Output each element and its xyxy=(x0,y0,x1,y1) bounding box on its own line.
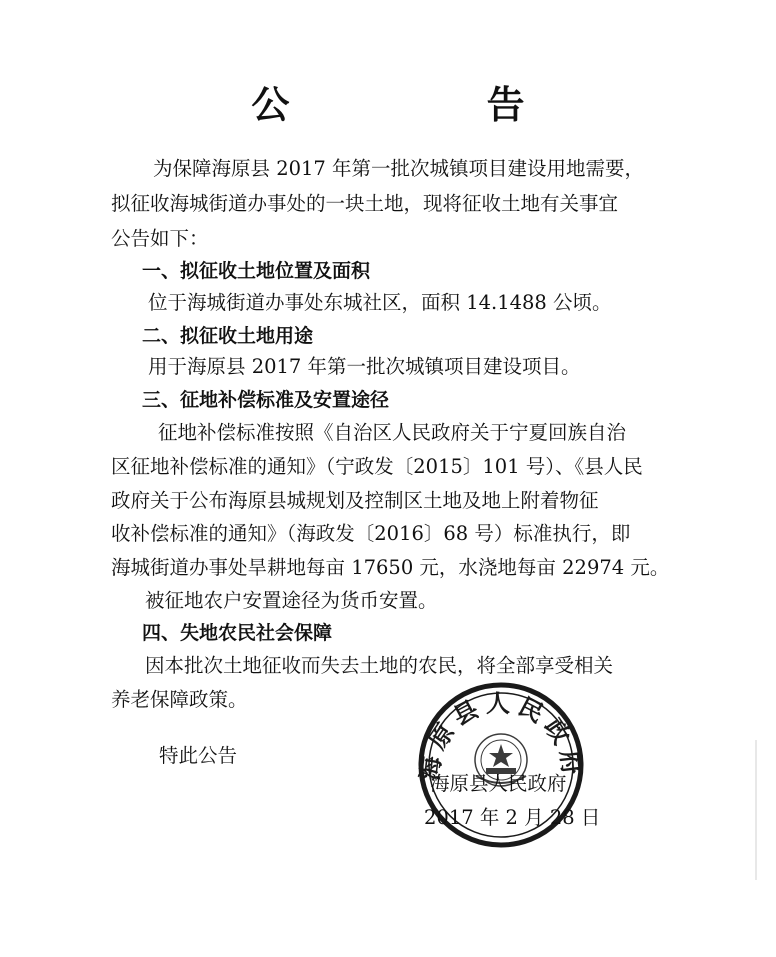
section-text: 收补偿标准的通知》（海政发〔2016〕68 号）标准执行，即 xyxy=(111,522,631,545)
page-title: 公 告 xyxy=(251,83,617,127)
issue-date: 2017 年 2 月 28 日 xyxy=(424,806,601,829)
scan-edge-line xyxy=(752,0,760,957)
section-text: 位于海城街道办事处东城社区，面积 14.1488 公顷。 xyxy=(148,291,612,314)
seal-arc-text: 海原县人民政府 xyxy=(416,689,586,783)
section-text: 因本批次土地征收而失去土地的农民，将全部享受相关 xyxy=(145,654,614,677)
section-text: 海城街道办事处旱耕地每亩 17650 元，水浇地每亩 22974 元。 xyxy=(111,556,670,579)
section-heading: 四、失地农民社会保障 xyxy=(142,622,333,644)
section-text: 被征地农户安置途径为货币安置。 xyxy=(145,589,438,612)
section-heading: 三、征地补偿标准及安置途径 xyxy=(142,389,390,411)
section-text: 政府关于公布海原县城规划及控制区土地及地上附着物征 xyxy=(111,489,599,512)
issuer-name: 海原县人民政府 xyxy=(430,772,567,795)
section-heading: 一、拟征收土地位置及面积 xyxy=(142,260,371,282)
section-text: 用于海原县 2017 年第一批次城镇项目建设项目。 xyxy=(148,355,581,378)
intro-line: 公告如下： xyxy=(111,227,209,250)
section-heading: 二、拟征收土地用途 xyxy=(142,325,314,347)
intro-line: 拟征收海城街道办事处的一块土地，现将征收土地有关事宜 xyxy=(111,192,619,215)
closing-text: 特此公告 xyxy=(159,744,238,767)
section-text: 区征地补偿标准的通知》（宁政发〔2015〕101 号）、《县人民 xyxy=(111,455,643,478)
section-text: 养老保障政策。 xyxy=(111,688,248,711)
intro-line: 为保障海原县 2017 年第一批次城镇项目建设用地需要， xyxy=(153,157,645,180)
section-text: 征地补偿标准按照《自治区人民政府关于宁夏回族自治 xyxy=(158,421,627,444)
